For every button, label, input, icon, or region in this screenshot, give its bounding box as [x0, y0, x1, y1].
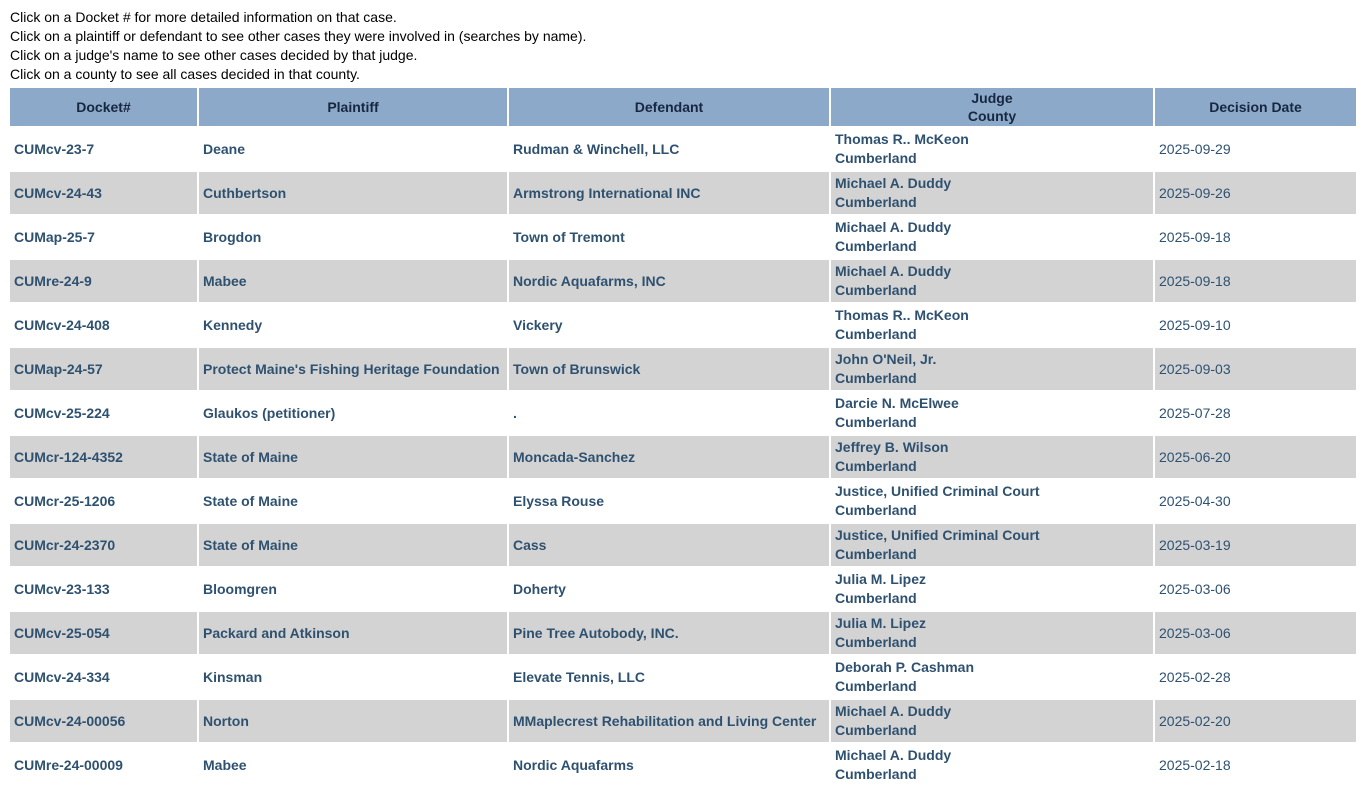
defendant-cell: [509, 128, 829, 170]
docket-link[interactable]: CUMre-24-00009: [14, 756, 123, 773]
defendant-cell: [509, 744, 829, 786]
judge-link[interactable]: Deborah P. Cashman: [835, 659, 975, 675]
county-link[interactable]: Cumberland: [835, 282, 917, 298]
decision-date-cell: 2025-03-06: [1155, 612, 1356, 654]
docket-cell: [10, 172, 197, 214]
decision-date-cell: 2025-02-28: [1155, 656, 1356, 698]
judge-link[interactable]: Michael A. Duddy: [835, 703, 952, 719]
judge-county-cell: [831, 392, 1153, 434]
defendant-cell: [509, 612, 829, 654]
judge-link[interactable]: Justice, Unified Criminal Court: [835, 483, 1040, 499]
defendant-cell: [509, 480, 829, 522]
county-link[interactable]: Cumberland: [835, 194, 917, 210]
docket-cell: [10, 612, 197, 654]
county-link[interactable]: Cumberland: [835, 370, 917, 386]
docket-cell: [10, 656, 197, 698]
docket-cell: [10, 524, 197, 566]
judge-link[interactable]: Thomas R.. McKeon: [835, 131, 969, 147]
plaintiff-link[interactable]: Brogdon: [203, 228, 262, 245]
table-row: [10, 436, 1356, 478]
county-link[interactable]: Cumberland: [835, 546, 917, 562]
plaintiff-link[interactable]: Mabee: [203, 272, 247, 289]
docket-cell: [10, 700, 197, 742]
judge-county-cell: [831, 348, 1153, 390]
decision-date-cell: 2025-09-29: [1155, 128, 1356, 170]
plaintiff-cell: [199, 568, 507, 610]
plaintiff-link[interactable]: State of Maine: [203, 448, 298, 465]
table-row: [10, 656, 1356, 698]
decision-date-cell: 2025-06-20: [1155, 436, 1356, 478]
defendant-cell: [509, 700, 829, 742]
plaintiff-cell: [199, 392, 507, 434]
plaintiff-link[interactable]: Glaukos (petitioner): [203, 404, 336, 421]
defendant-cell: [509, 436, 829, 478]
decision-date-cell: 2025-07-28: [1155, 392, 1356, 434]
plaintiff-cell: [199, 700, 507, 742]
plaintiff-link[interactable]: Cuthbertson: [203, 184, 287, 201]
docket-cell: [10, 480, 197, 522]
defendant-cell: [509, 348, 829, 390]
docket-link[interactable]: CUMap-24-57: [14, 360, 103, 377]
docket-link[interactable]: CUMcv-25-224: [14, 404, 110, 421]
page-instructions: [0, 0, 1366, 86]
plaintiff-link[interactable]: Mabee: [203, 756, 247, 773]
judge-county-cell: [831, 304, 1153, 346]
table-row: [10, 744, 1356, 786]
county-link[interactable]: Cumberland: [835, 326, 917, 342]
judge-link[interactable]: John O'Neil, Jr.: [835, 351, 937, 367]
plaintiff-cell: [199, 656, 507, 698]
header-county: County: [967, 108, 1017, 124]
header-docket: Docket#: [10, 88, 197, 126]
judge-link[interactable]: Michael A. Duddy: [835, 175, 952, 191]
defendant-link[interactable]: Elevate Tennis, LLC: [513, 668, 645, 685]
plaintiff-cell: [199, 172, 507, 214]
plaintiff-cell: [199, 744, 507, 786]
decision-date-cell: 2025-03-06: [1155, 568, 1356, 610]
table-header-row: [10, 88, 1356, 126]
judge-county-cell: [831, 700, 1153, 742]
header-defendant: Defendant: [509, 88, 829, 126]
docket-link[interactable]: CUMcr-25-1206: [14, 492, 116, 509]
docket-link[interactable]: CUMcv-23-133: [14, 580, 110, 597]
judge-link[interactable]: Justice, Unified Criminal Court: [835, 527, 1040, 543]
decision-date-cell: 2025-02-20: [1155, 700, 1356, 742]
judge-link[interactable]: Michael A. Duddy: [835, 219, 952, 235]
docket-cell: [10, 128, 197, 170]
docket-link[interactable]: CUMcv-24-334: [14, 668, 110, 685]
plaintiff-cell: [199, 480, 507, 522]
decision-date-cell: 2025-09-03: [1155, 348, 1356, 390]
table-row: [10, 216, 1356, 258]
plaintiff-link[interactable]: Kinsman: [203, 668, 263, 685]
defendant-link[interactable]: Doherty: [513, 580, 566, 597]
judge-link[interactable]: Darcie N. McElwee: [835, 395, 959, 411]
judge-county-cell: [831, 656, 1153, 698]
plaintiff-link[interactable]: Kennedy: [203, 316, 263, 333]
defendant-link[interactable]: Moncada-Sanchez: [513, 448, 636, 465]
defendant-cell: [509, 216, 829, 258]
judge-county-cell: [831, 744, 1153, 786]
decision-date-cell: 2025-03-19: [1155, 524, 1356, 566]
docket-link[interactable]: CUMcv-24-43: [14, 184, 102, 201]
defendant-cell: [509, 568, 829, 610]
docket-link[interactable]: CUMap-25-7: [14, 228, 95, 245]
county-link[interactable]: Cumberland: [835, 722, 917, 738]
docket-link[interactable]: CUMcr-24-2370: [14, 536, 116, 553]
table-row: [10, 612, 1356, 654]
table-row: [10, 700, 1356, 742]
table-row: [10, 524, 1356, 566]
defendant-link[interactable]: MMaplecrest Rehabilitation and Living Center: [513, 712, 817, 729]
defendant-link[interactable]: .: [513, 404, 517, 421]
plaintiff-cell: [199, 304, 507, 346]
instruction-line-docket: Click on a Docket # for more detailed information on that case.: [10, 9, 397, 25]
plaintiff-link[interactable]: Packard and Atkinson: [203, 624, 350, 641]
docket-cell: [10, 348, 197, 390]
judge-link[interactable]: Julia M. Lipez: [835, 615, 927, 631]
defendant-cell: [509, 524, 829, 566]
judge-county-cell: [831, 128, 1153, 170]
county-link[interactable]: Cumberland: [835, 590, 917, 606]
judge-link[interactable]: Julia M. Lipez: [835, 571, 927, 587]
instruction-line-parties: Click on a plaintiff or defendant to see other cases they were involved in (searches by name).: [10, 28, 587, 44]
defendant-cell: [509, 260, 829, 302]
county-link[interactable]: Cumberland: [835, 238, 917, 254]
judge-county-cell: [831, 260, 1153, 302]
judge-link[interactable]: Thomas R.. McKeon: [835, 307, 969, 323]
judge-link[interactable]: Jeffrey B. Wilson: [835, 439, 949, 455]
header-decision-date: Decision Date: [1155, 88, 1356, 126]
plaintiff-cell: [199, 260, 507, 302]
defendant-link[interactable]: Elyssa Rouse: [513, 492, 605, 509]
header-judge-county: [831, 88, 1153, 126]
plaintiff-link[interactable]: State of Maine: [203, 536, 298, 553]
judge-link[interactable]: Michael A. Duddy: [835, 263, 952, 279]
defendant-link[interactable]: Vickery: [513, 316, 563, 333]
county-link[interactable]: Cumberland: [835, 766, 917, 782]
defendant-link[interactable]: Town of Brunswick: [513, 360, 641, 377]
decision-date-cell: 2025-09-26: [1155, 172, 1356, 214]
case-results-table: [8, 86, 1358, 788]
judge-county-cell: [831, 524, 1153, 566]
docket-link[interactable]: CUMcv-24-408: [14, 316, 110, 333]
defendant-link[interactable]: Nordic Aquafarms: [513, 756, 634, 773]
header-plaintiff: Plaintiff: [199, 88, 507, 126]
plaintiff-cell: [199, 348, 507, 390]
plaintiff-link[interactable]: State of Maine: [203, 492, 298, 509]
county-link[interactable]: Cumberland: [835, 150, 917, 166]
county-link[interactable]: Cumberland: [835, 414, 917, 430]
plaintiff-link[interactable]: Deane: [203, 140, 246, 157]
docket-link[interactable]: CUMcv-25-054: [14, 624, 110, 641]
defendant-link[interactable]: Rudman & Winchell, LLC: [513, 140, 680, 157]
plaintiff-cell: [199, 128, 507, 170]
judge-county-cell: [831, 172, 1153, 214]
defendant-link[interactable]: Pine Tree Autobody, INC.: [513, 624, 679, 641]
defendant-link[interactable]: Cass: [513, 536, 547, 553]
county-link[interactable]: Cumberland: [835, 458, 917, 474]
instruction-line-county: Click on a county to see all cases decided in that county.: [10, 66, 360, 82]
table-row: [10, 260, 1356, 302]
plaintiff-cell: [199, 612, 507, 654]
docket-cell: [10, 304, 197, 346]
judge-county-cell: [831, 436, 1153, 478]
defendant-link[interactable]: Nordic Aquafarms, INC: [513, 272, 666, 289]
defendant-cell: [509, 392, 829, 434]
plaintiff-link[interactable]: Protect Maine's Fishing Heritage Foundation: [203, 360, 500, 377]
decision-date-cell: 2025-04-30: [1155, 480, 1356, 522]
decision-date-cell: 2025-02-18: [1155, 744, 1356, 786]
docket-cell: [10, 392, 197, 434]
county-link[interactable]: Cumberland: [835, 502, 917, 518]
plaintiff-cell: [199, 524, 507, 566]
decision-date-cell: 2025-09-18: [1155, 216, 1356, 258]
table-row: [10, 392, 1356, 434]
defendant-cell: [509, 172, 829, 214]
defendant-cell: [509, 304, 829, 346]
docket-cell: [10, 216, 197, 258]
docket-cell: [10, 568, 197, 610]
plaintiff-link[interactable]: Bloomgren: [203, 580, 277, 597]
table-row: [10, 480, 1356, 522]
judge-county-cell: [831, 612, 1153, 654]
instruction-line-judge: Click on a judge's name to see other cases decided by that judge.: [10, 47, 418, 63]
table-row: [10, 304, 1356, 346]
judge-county-cell: [831, 216, 1153, 258]
table-row: [10, 568, 1356, 610]
docket-cell: [10, 744, 197, 786]
county-link[interactable]: Cumberland: [835, 634, 917, 650]
table-row: [10, 128, 1356, 170]
defendant-cell: [509, 656, 829, 698]
county-link[interactable]: Cumberland: [835, 678, 917, 694]
judge-county-cell: [831, 568, 1153, 610]
docket-link[interactable]: CUMcv-24-00056: [14, 712, 126, 729]
defendant-link[interactable]: Armstrong International INC: [513, 184, 701, 201]
decision-date-cell: 2025-09-18: [1155, 260, 1356, 302]
docket-link[interactable]: CUMcv-23-7: [14, 140, 95, 157]
header-judge: Judge: [971, 90, 1013, 106]
plaintiff-cell: [199, 436, 507, 478]
case-table-body: [10, 128, 1356, 786]
judge-link[interactable]: Michael A. Duddy: [835, 747, 952, 763]
decision-date-cell: 2025-09-10: [1155, 304, 1356, 346]
plaintiff-link[interactable]: Norton: [203, 712, 249, 729]
docket-link[interactable]: CUMre-24-9: [14, 272, 92, 289]
docket-cell: [10, 436, 197, 478]
docket-cell: [10, 260, 197, 302]
docket-link[interactable]: CUMcr-124-4352: [14, 448, 123, 465]
defendant-link[interactable]: Town of Tremont: [513, 228, 625, 245]
judge-county-cell: [831, 480, 1153, 522]
plaintiff-cell: [199, 216, 507, 258]
table-row: [10, 172, 1356, 214]
table-row: [10, 348, 1356, 390]
